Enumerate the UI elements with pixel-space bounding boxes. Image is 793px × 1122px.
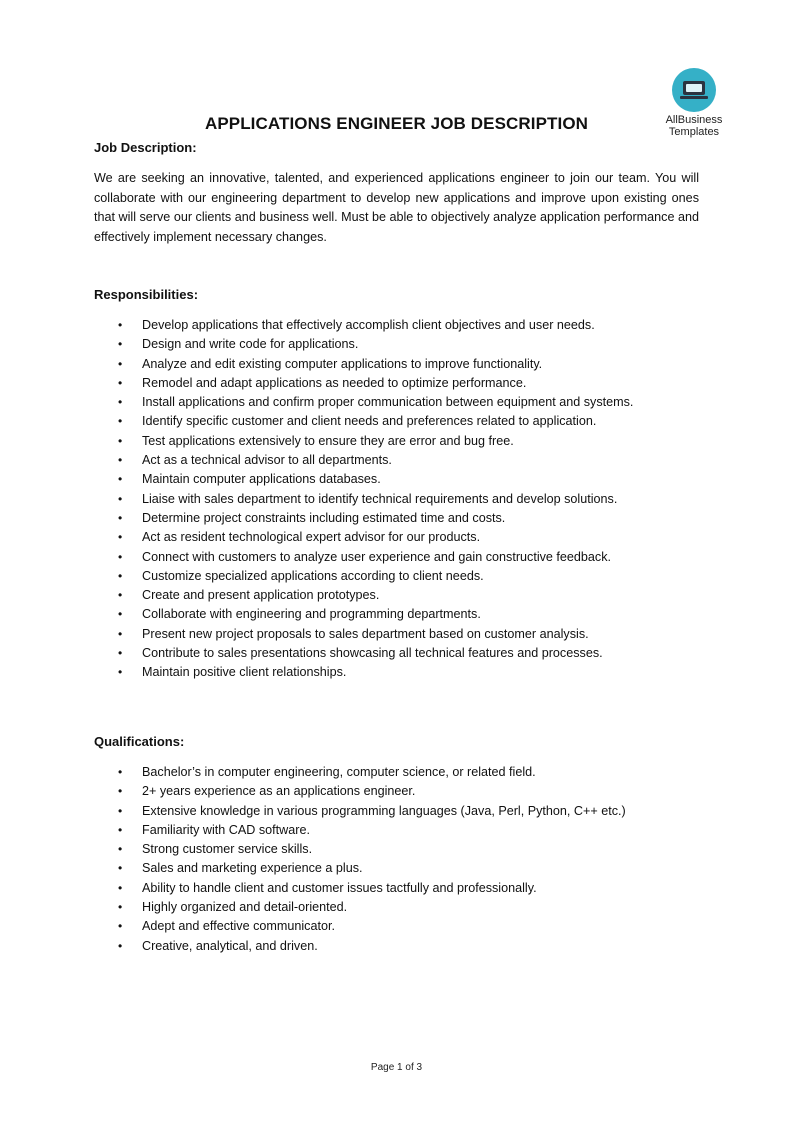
list-item-text: Collaborate with engineering and programming departments. xyxy=(142,607,481,622)
list-item xyxy=(116,605,716,624)
bullet-icon: • xyxy=(118,588,123,603)
list-item-text: Familiarity with CAD software. xyxy=(142,822,310,837)
list-item-text: Adept and effective communicator. xyxy=(142,919,335,934)
job-description-heading: Job Description: xyxy=(94,140,197,155)
bullet-icon: • xyxy=(118,395,123,410)
bullet-icon: • xyxy=(118,626,123,641)
bullet-icon: • xyxy=(118,549,123,564)
bullet-icon: • xyxy=(118,568,123,583)
bullet-icon: • xyxy=(118,938,123,953)
bullet-icon: • xyxy=(118,822,123,837)
bullet-icon: • xyxy=(118,356,123,371)
list-item xyxy=(116,802,716,821)
list-item xyxy=(116,644,716,663)
bullet-icon: • xyxy=(118,784,123,799)
list-item xyxy=(116,528,716,547)
list-item-text: Maintain computer applications databases. xyxy=(142,472,381,487)
list-item xyxy=(116,567,716,586)
list-item xyxy=(116,412,716,431)
list-item-text: Sales and marketing experience a plus. xyxy=(142,861,363,876)
list-item xyxy=(116,898,716,917)
job-description-paragraph: We are seeking an innovative, talented, and experienced applications engineer to join our team. You will collaborate with our engineering department to develop new applications and improve upon existing ones that will serve our clients and business well. Must be able to objectively analyze application performance and effectively implement necessary changes. xyxy=(94,171,699,244)
list-item xyxy=(116,316,716,335)
bullet-icon: • xyxy=(118,530,123,545)
list-item xyxy=(116,840,716,859)
list-item-text: Act as a technical advisor to all departments. xyxy=(142,453,392,468)
bullet-icon: • xyxy=(118,472,123,487)
bullet-icon: • xyxy=(118,318,123,332)
logo-text-line2: Templates xyxy=(668,126,720,138)
bullet-icon: • xyxy=(118,919,123,934)
bullet-icon: • xyxy=(118,803,123,818)
bullet-icon: • xyxy=(118,842,123,857)
list-item xyxy=(116,509,716,528)
list-item-text: Highly organized and detail-oriented. xyxy=(142,900,348,915)
bullet-icon: • xyxy=(118,665,123,680)
list-item xyxy=(116,625,716,644)
qualifications-list xyxy=(116,763,716,956)
bullet-icon: • xyxy=(118,414,123,429)
list-item xyxy=(116,470,716,489)
bullet-icon: • xyxy=(118,510,123,525)
list-item-text: Analyze and edit existing computer applications to improve functionality. xyxy=(142,356,543,371)
responsibilities-list xyxy=(116,316,716,683)
list-item-text: Design and write code for applications. xyxy=(142,337,359,352)
list-item xyxy=(116,917,716,936)
list-item-text: Maintain positive client relationships. xyxy=(142,665,347,680)
list-item xyxy=(116,393,716,412)
bullet-icon: • xyxy=(118,765,123,779)
bullet-icon: • xyxy=(118,375,123,390)
list-item-text: Creative, analytical, and driven. xyxy=(142,938,318,953)
list-item-text: Identify specific customer and client needs and preferences related to application. xyxy=(142,414,597,429)
list-item xyxy=(116,821,716,840)
list-item-text: Customize specialized applications according to client needs. xyxy=(142,568,484,583)
list-item xyxy=(116,586,716,605)
list-item xyxy=(116,763,716,782)
bullet-icon: • xyxy=(118,646,123,661)
list-item xyxy=(116,335,716,354)
list-item-text: Install applications and confirm proper communication between equipment and systems. xyxy=(142,395,634,410)
list-item-text: Test applications extensively to ensure they are error and bug free. xyxy=(142,433,514,448)
list-item xyxy=(116,663,716,682)
bullet-icon: • xyxy=(118,337,123,352)
list-item-text: Present new project proposals to sales department based on customer analysis. xyxy=(142,626,589,641)
list-item-text: 2+ years experience as an applications engineer. xyxy=(142,784,416,799)
list-item xyxy=(116,937,716,956)
qualifications-heading: Qualifications: xyxy=(94,734,185,749)
list-item-text: Contribute to sales presentations showcasing all technical features and processes. xyxy=(142,646,603,661)
document-title: APPLICATIONS ENGINEER JOB DESCRIPTION xyxy=(204,114,589,133)
bullet-icon: • xyxy=(118,453,123,468)
list-item-text: Act as resident technological expert advisor for our products. xyxy=(142,530,481,545)
logo-text-line1: AllBusiness xyxy=(665,114,723,126)
list-item-text: Extensive knowledge in various programming languages (Java, Perl, Python, C++ etc.) xyxy=(142,803,626,818)
bullet-icon: • xyxy=(118,880,123,895)
list-item-text: Determine project constraints including estimated time and costs. xyxy=(142,510,506,525)
bullet-icon: • xyxy=(118,433,123,448)
list-item xyxy=(116,355,716,374)
list-item-text: Liaise with sales department to identify technical requirements and develop solutions. xyxy=(142,491,618,506)
list-item xyxy=(116,432,716,451)
list-item-text: Develop applications that effectively accomplish client objectives and user needs. xyxy=(142,318,595,332)
bullet-icon: • xyxy=(118,900,123,915)
bullet-icon: • xyxy=(118,607,123,622)
bullet-icon: • xyxy=(118,491,123,506)
responsibilities-heading: Responsibilities: xyxy=(94,287,199,302)
bullet-icon: • xyxy=(118,861,123,876)
list-item xyxy=(116,879,716,898)
list-item-text: Connect with customers to analyze user experience and gain constructive feedback. xyxy=(142,549,612,564)
list-item-text: Create and present application prototypes. xyxy=(142,588,380,603)
list-item-text: Ability to handle client and customer issues tactfully and professionally. xyxy=(142,880,537,895)
list-item xyxy=(116,548,716,567)
list-item-text: Remodel and adapt applications as needed to optimize performance. xyxy=(142,375,527,390)
list-item-text: Bachelor’s in computer engineering, computer science, or related field. xyxy=(142,765,536,779)
list-item xyxy=(116,490,716,509)
list-item xyxy=(116,782,716,801)
list-item-text: Strong customer service skills. xyxy=(142,842,313,857)
list-item xyxy=(116,451,716,470)
list-item xyxy=(116,859,716,878)
list-item xyxy=(116,374,716,393)
laptop-icon xyxy=(672,68,716,112)
page-number: Page 1 of 3 xyxy=(370,1062,423,1073)
